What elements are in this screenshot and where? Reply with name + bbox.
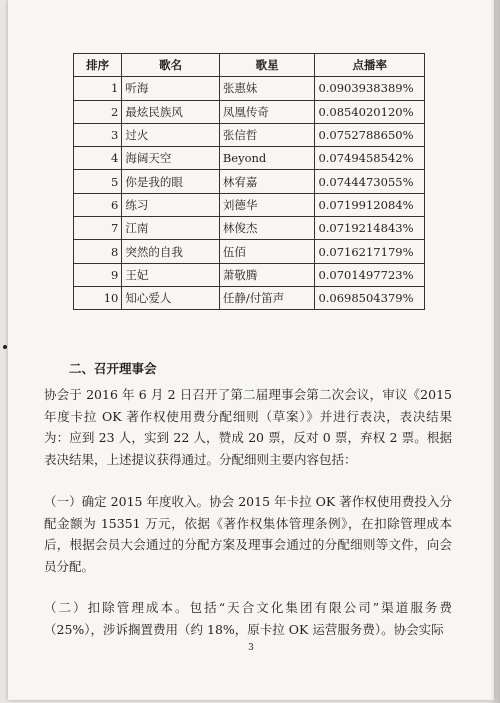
rate-cell: 0.0719214843% <box>315 217 425 240</box>
song-cell: 知心爱人 <box>122 286 219 309</box>
singer-cell: 林俊杰 <box>219 217 315 240</box>
rate-cell: 0.0698504379% <box>315 286 425 309</box>
rate-cell: 0.0903938389% <box>315 77 425 100</box>
page-number: 3 <box>248 643 254 653</box>
singer-cell: 张信哲 <box>219 123 315 146</box>
paragraph-meeting: 协会于 2016 年 6 月 2 日召开了第二届理事会第二次会议，审议《2015 年度卡拉 OK 著作权使用费分配细则（草案）》并进行表决，表决结果为：应到 23 人，实到 22 人，赞成 20 票，反对 0 票，弃权 2 票。根据表决结果，上述提议获得通过。分配细则主要内容包括： <box>44 387 452 467</box>
rank-cell: 5 <box>74 170 122 193</box>
rank-cell: 10 <box>74 286 122 309</box>
rank-cell: 9 <box>74 263 122 286</box>
singer-cell: 伍佰 <box>219 240 315 263</box>
song-cell: 听海 <box>122 77 219 100</box>
song-cell: 江南 <box>122 217 219 240</box>
singer-cell: 刘德华 <box>219 193 315 216</box>
singer-cell: 萧敬腾 <box>219 263 315 286</box>
table-row <box>74 217 425 240</box>
rank-cell: 4 <box>74 147 122 170</box>
paragraph-cost: （二）扣除管理成本。包括“天合文化集团有限公司”渠道服务费（25%），涉诉搁置费用（约 18%，原卡拉 OK 运营服务费）。协会实际 <box>44 600 452 637</box>
rate-cell: 0.0719912084% <box>315 193 425 216</box>
table-row <box>74 263 425 286</box>
song-cell: 练习 <box>122 193 219 216</box>
rate-cell: 0.0701497723% <box>315 263 425 286</box>
song-cell: 最炫民族风 <box>122 100 219 123</box>
table-row <box>74 193 425 216</box>
table-row <box>74 240 425 263</box>
header-rate: 点播率 <box>315 54 425 77</box>
rate-cell: 0.0744473055% <box>315 170 425 193</box>
document-page <box>8 0 494 700</box>
rank-cell: 2 <box>74 100 122 123</box>
song-cell: 王妃 <box>122 263 219 286</box>
singer-cell: 林宥嘉 <box>219 170 315 193</box>
rate-cell: 0.0752788650% <box>315 123 425 146</box>
table-row <box>74 286 425 309</box>
rank-cell: 7 <box>74 217 122 240</box>
song-cell: 你是我的眼 <box>122 170 219 193</box>
margin-mark <box>3 345 7 349</box>
song-cell: 海阔天空 <box>122 147 219 170</box>
rate-cell: 0.0716217179% <box>315 240 425 263</box>
rank-cell: 3 <box>74 123 122 146</box>
header-singer: 歌星 <box>219 54 315 77</box>
rank-cell: 6 <box>74 193 122 216</box>
rate-cell: 0.0749458542% <box>315 147 425 170</box>
rate-cell: 0.0854020120% <box>315 100 425 123</box>
singer-cell: Beyond <box>219 147 315 170</box>
rank-cell: 8 <box>74 240 122 263</box>
header-rank: 排序 <box>74 54 122 77</box>
table-row <box>74 123 425 146</box>
table-header-row <box>74 54 425 77</box>
paragraph-income: （一）确定 2015 年度收入。协会 2015 年卡拉 OK 著作权使用费投入分配金额为 15351 万元，依据《著作权集体管理条例》，在扣除管理成本后，根据会员大会通过的分配方案及理事会通过的分配细则等文件，向会员分配。 <box>44 494 452 574</box>
song-cell: 突然的自我 <box>122 240 219 263</box>
singer-cell: 张惠妹 <box>219 77 315 100</box>
table-row <box>74 100 425 123</box>
table-row <box>74 170 425 193</box>
scan-edge-shadow <box>490 0 500 703</box>
table-row <box>74 147 425 170</box>
table-row <box>74 77 425 100</box>
singer-cell: 凤凰传奇 <box>219 100 315 123</box>
singer-cell: 任静/付笛声 <box>219 286 315 309</box>
section-title: 二、召开理事会 <box>69 361 157 376</box>
song-cell: 过火 <box>122 123 219 146</box>
ranking-table <box>73 53 425 310</box>
header-song: 歌名 <box>122 54 219 77</box>
rank-cell: 1 <box>74 77 122 100</box>
